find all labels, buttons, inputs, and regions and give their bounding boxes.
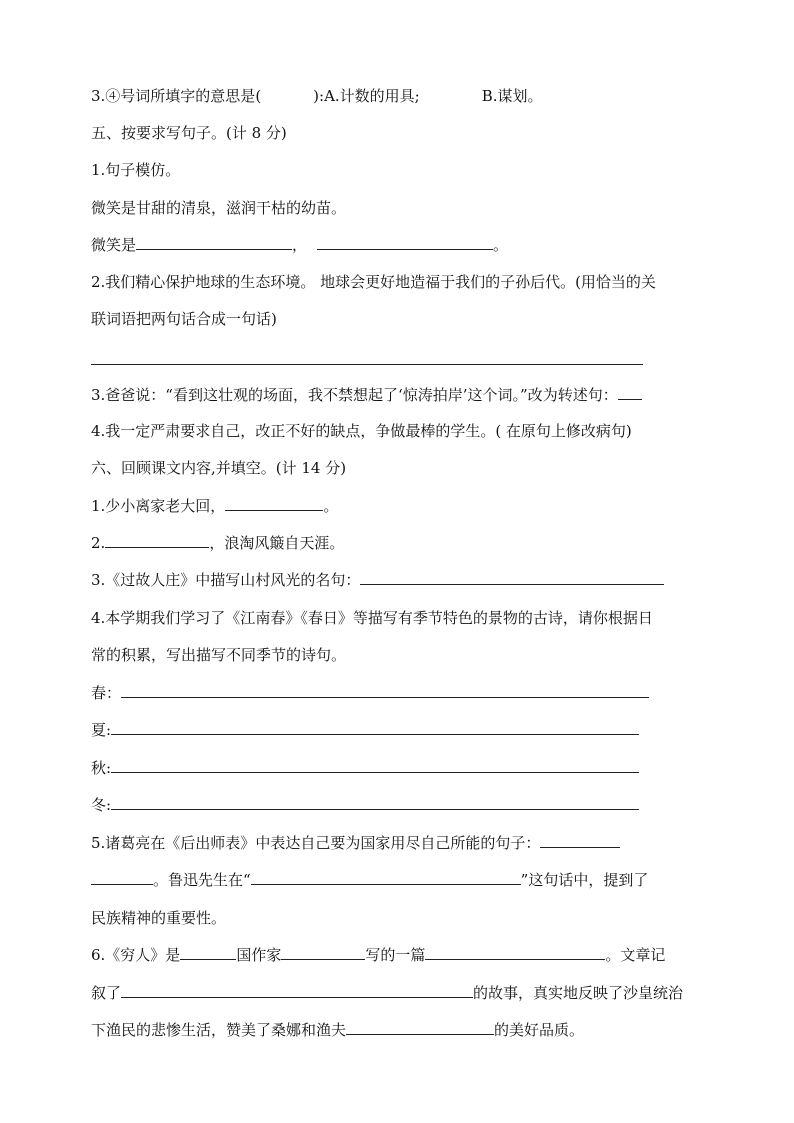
answer-blank[interactable] xyxy=(540,833,620,848)
question-6-6-line2 xyxy=(91,983,683,1003)
answer-blank[interactable] xyxy=(425,945,605,960)
question-6-5-line2 xyxy=(91,870,648,890)
answer-blank[interactable] xyxy=(111,758,639,773)
q-text: ):A.计数的用具; xyxy=(313,87,420,105)
q-text: 下渔民的悲惨生活，赞美了桑娜和渔夫 xyxy=(91,1021,347,1039)
question-6-3 xyxy=(91,570,664,590)
q-text: ， xyxy=(292,236,308,254)
q-text: 的美好品质。 xyxy=(494,1021,585,1039)
q-text: 国作家 xyxy=(236,946,282,964)
q-text: ”这句话中，提到了 xyxy=(520,871,649,889)
answer-blank[interactable] xyxy=(111,720,639,735)
spring-label: 春： xyxy=(91,684,122,702)
q-text: 写的一篇 xyxy=(365,946,426,964)
winter-label: 冬: xyxy=(91,796,112,814)
question-5-2-line1: 2.我们精心保护地球的生态环境。 地球会更好地造福于我们的子孙后代。(用恰当的关 xyxy=(91,273,656,291)
answer-blank[interactable] xyxy=(225,496,323,511)
q-text: 2. xyxy=(91,534,106,552)
summer-answer-row xyxy=(91,720,639,740)
q-text: 6.《穷人》是 xyxy=(91,946,181,964)
answer-blank[interactable] xyxy=(121,983,473,998)
q-text: 3.爸爸说：“看到这壮观的场面，我不禁想起了‘惊涛拍岸’这个词。”改为转述句： xyxy=(91,386,618,404)
winter-answer-row xyxy=(91,795,639,815)
question-6-5-line3: 民族精神的重要性。 xyxy=(91,909,227,927)
answer-blank[interactable] xyxy=(136,235,292,250)
answer-blank[interactable] xyxy=(91,870,153,885)
q-text: 3.《过故人庄》中描写山村风光的名句： xyxy=(91,571,361,589)
question-5-1-title: 1.句子模仿。 xyxy=(91,161,181,179)
spring-answer-row xyxy=(91,683,649,703)
question-5-4: 4.我一定严肃要求自己，改正不好的缺点，争做最棒的学生。( 在原句上修改病句) xyxy=(91,422,632,440)
q-text: 的故事，真实地反映了沙皇统治 xyxy=(473,984,684,1002)
q-text: 。文章记 xyxy=(605,946,666,964)
question-5-3 xyxy=(91,86,543,106)
q-text: 。鲁迅先生在“ xyxy=(153,871,251,889)
answer-blank[interactable] xyxy=(346,1020,494,1035)
question-6-2 xyxy=(91,533,344,553)
q-text: ，浪淘风簸自天涯。 xyxy=(209,534,345,552)
answer-blank[interactable] xyxy=(121,683,649,698)
autumn-answer-row xyxy=(91,758,639,778)
q-text: 。 xyxy=(493,236,509,254)
q-text: 叙了 xyxy=(91,984,122,1002)
autumn-label: 秋: xyxy=(91,759,112,777)
q-text: 3.④号词所填字的意思是( xyxy=(91,87,262,105)
answer-blank[interactable] xyxy=(180,945,236,960)
question-5-3-report xyxy=(91,385,642,405)
answer-blank[interactable] xyxy=(618,385,642,400)
answer-blank[interactable] xyxy=(317,235,493,250)
q-text: B.谋划。 xyxy=(481,87,543,105)
question-6-6-line3 xyxy=(91,1020,584,1040)
q-text: 微笑是 xyxy=(91,236,137,254)
section-6-heading: 六、回顾课文内容,并填空。(计 14 分) xyxy=(91,459,347,477)
answer-line[interactable] xyxy=(91,364,643,365)
answer-blank[interactable] xyxy=(111,795,639,810)
summer-label: 夏: xyxy=(91,721,112,739)
question-5-1-example: 微笑是甘甜的清泉，滋润干枯的幼苗。 xyxy=(91,199,347,217)
answer-blank[interactable] xyxy=(261,87,313,101)
question-6-1 xyxy=(91,496,338,516)
question-6-4-line2: 常的积累，写出描写不同季节的诗句。 xyxy=(91,646,347,664)
q-text: 1.少小离家老大回， xyxy=(91,497,226,515)
answer-blank[interactable] xyxy=(251,870,521,885)
answer-blank[interactable] xyxy=(281,945,365,960)
q-text: 。 xyxy=(323,497,339,515)
answer-blank[interactable] xyxy=(105,533,209,548)
q-text: 5.诸葛亮在《后出师表》中表达自己要为国家用尽自己所能的句子： xyxy=(91,834,541,852)
section-5-heading: 五、按要求写句子。(计 8 分) xyxy=(91,124,287,142)
question-6-6-line1 xyxy=(91,945,665,965)
question-5-2-line2: 联词语把两句话合成一句话) xyxy=(91,310,277,328)
answer-blank[interactable] xyxy=(360,570,664,585)
question-5-1-answer xyxy=(91,235,508,255)
question-6-5-line1 xyxy=(91,833,620,853)
question-6-4-line1: 4.本学期我们学习了《江南春》《春日》等描写有季节特色的景物的古诗，请你根据日 xyxy=(91,609,653,627)
